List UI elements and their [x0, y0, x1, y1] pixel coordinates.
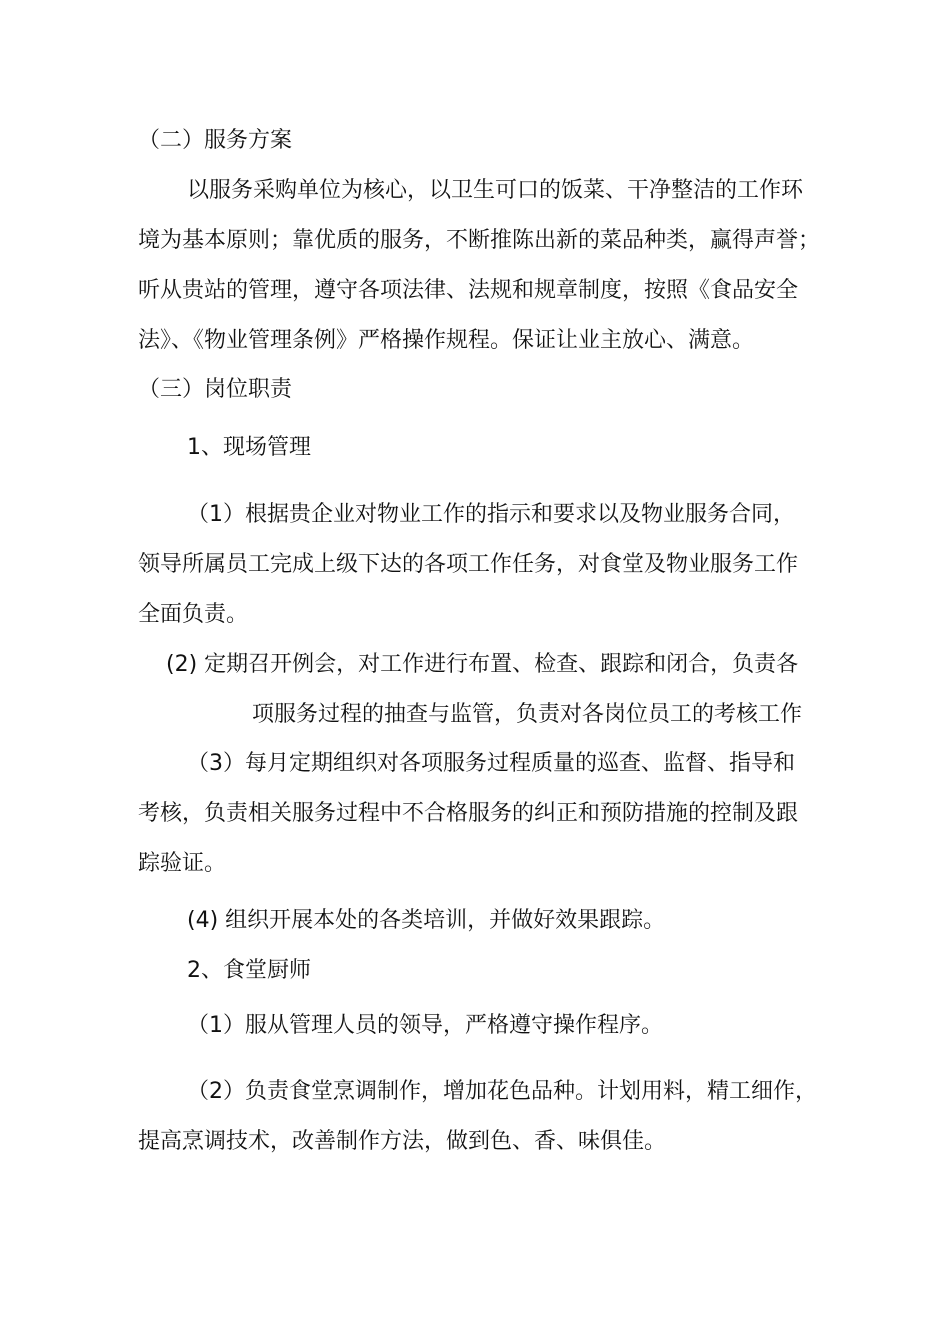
- list-item-line: （1）服从管理人员的领导，严格遵守操作程序。: [187, 1013, 663, 1038]
- list-item-line: (2) 定期召开例会，对工作进行布置、检查、跟踪和闭合，负责各: [166, 652, 799, 677]
- list-item-line: 考核，负责相关服务过程中不合格服务的纠正和预防措施的控制及跟: [138, 801, 799, 826]
- paragraph-line: 以服务采购单位为核心，以卫生可口的饭菜、干净整洁的工作环: [187, 178, 804, 203]
- list-item-line: 项服务过程的抽查与监管，负责对各岗位员工的考核工作: [252, 702, 803, 727]
- list-item-line: （2）负责食堂烹调制作，增加花色品种。计划用料，精工细作，: [187, 1079, 817, 1104]
- paragraph-line: 法》、《物业管理条例》严格操作规程。保证让业主放心、满意。: [138, 328, 755, 353]
- list-item-line: 提高烹调技术，改善制作方法，做到色、香、味俱佳。: [138, 1129, 667, 1154]
- paragraph-line: 境为基本原则；靠优质的服务，不断推陈出新的菜品种类，赢得声誉；: [138, 228, 821, 253]
- subsection-heading-canteen-chef: 2、食堂厨师: [187, 958, 311, 983]
- list-item-line: (4) 组织开展本处的各类培训，并做好效果跟踪。: [187, 908, 666, 933]
- section-heading-service-plan: （二）服务方案: [138, 128, 293, 153]
- list-item-line: （1）根据贵企业对物业工作的指示和要求以及物业服务合同，: [187, 502, 795, 527]
- list-item-line: 踪验证。: [138, 851, 227, 876]
- subsection-heading-site-management: 1、现场管理: [187, 435, 311, 460]
- list-item-line: 领导所属员工完成上级下达的各项工作任务，对食堂及物业服务工作: [138, 552, 799, 577]
- section-heading-duties: （三）岗位职责: [138, 377, 293, 402]
- paragraph-line: 听从贵站的管理，遵守各项法律、法规和规章制度，按照《食品安全: [138, 278, 799, 303]
- list-item-line: 全面负责。: [138, 602, 249, 627]
- list-item-line: （3）每月定期组织对各项服务过程质量的巡查、监督、指导和: [187, 751, 795, 776]
